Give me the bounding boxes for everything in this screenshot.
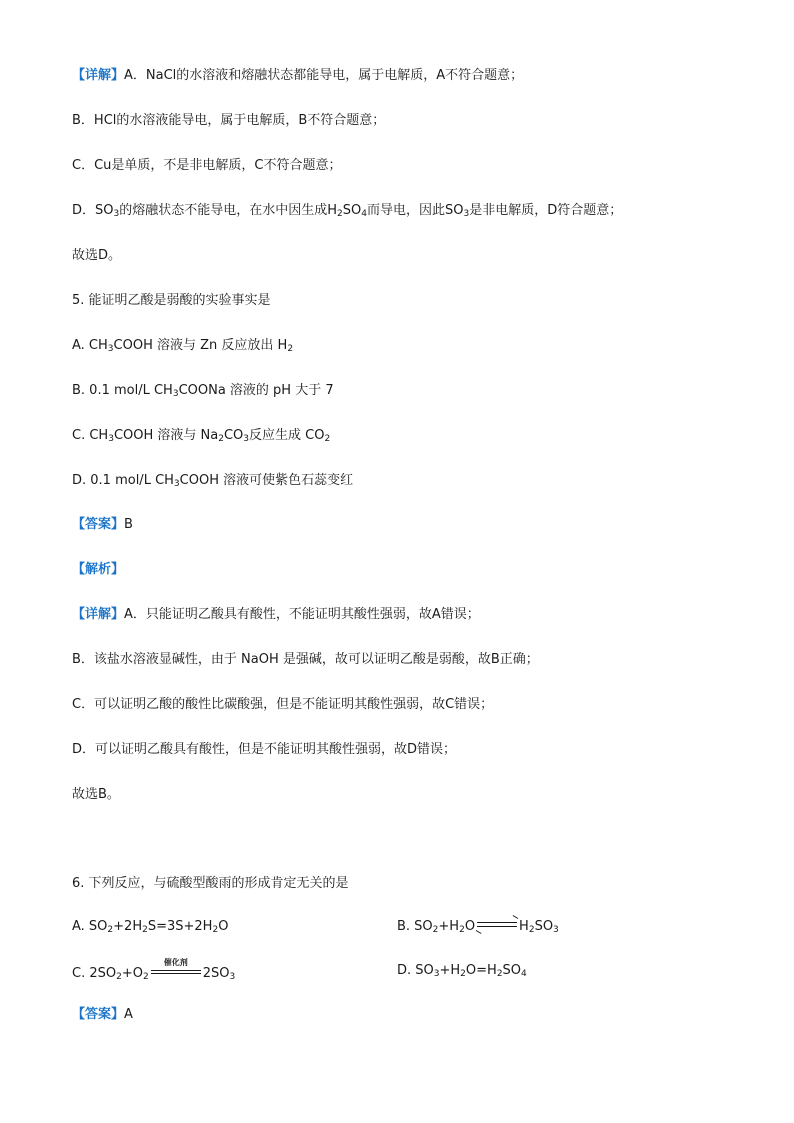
q6-stem: 6. 下列反应，与硫酸型酸雨的形成肯定无关的是 <box>72 876 349 891</box>
q4-conclusion: 故选D。 <box>72 248 122 263</box>
q4-detail-b: B．HCl的水溶液能导电，属于电解质，B不符合题意； <box>72 113 386 128</box>
q5-answer <box>72 516 133 534</box>
q5-conclusion: 故选B。 <box>72 787 120 802</box>
q5-stem: 5. 能证明乙酸是弱酸的实验事实是 <box>72 293 271 308</box>
q6-answer <box>72 1006 133 1024</box>
q4-detail-d: D．$SO_3$的熔融状态不能导电，在水中因生成$H_2SO_4$而导电，因此$SO_3$是非电解质，D符合题意； <box>72 203 623 219</box>
answer-value: B <box>124 517 133 532</box>
q4-detail-a: 【详解】A．NaCl的水溶液和熔融状态都能导电，属于电解质，A不符合题意； <box>72 68 524 83</box>
q6-option-a: A. $SO_2+2H_2S=3S+2H_2O$ <box>72 919 229 935</box>
catalyst-label: 催化剂 <box>163 958 188 967</box>
q6-option-c: C. $2SO_2+O_2$ 催化剂 $2SO_3$ <box>72 958 236 982</box>
q5-option-b: B. 0.1 mol/L $CH_3COONa$ 溶液的 pH 大于 7 <box>72 383 334 399</box>
detail-tag: 【详解】 <box>72 68 125 83</box>
detail-tag: 【详解】 <box>72 607 125 622</box>
reversible-arrow-icon <box>477 919 517 929</box>
q6-option-b: B. $SO_2+H_2O$ $H_2SO_3$ <box>397 918 559 939</box>
answer-tag: 【答案】 <box>72 1007 125 1022</box>
q5-analysis <box>72 561 124 579</box>
q6-option-d: D. $SO_3+H_2O=H_2SO_4$ <box>397 963 527 979</box>
q4-detail-c: C．Cu是单质，不是非电解质，C不符合题意； <box>72 158 342 173</box>
answer-tag: 【答案】 <box>72 517 125 532</box>
q5-detail-a: 【详解】A．只能证明乙酸具有酸性，不能证明其酸性强弱，故A错误； <box>72 607 480 622</box>
q5-detail-d: D．可以证明乙酸具有酸性，但是不能证明其酸性强弱，故D错误； <box>72 742 457 757</box>
q5-option-c: C. $CH_3COOH$ 溶液与 $Na_2CO_3$反应生成 $CO_2$ <box>72 428 331 444</box>
q5-option-a: A. $CH_3COOH$ 溶液与 Zn 反应放出 $H_2$ <box>72 338 294 354</box>
q5-detail-b: B．该盐水溶液显碱性，由于 NaOH 是强碱，故可以证明乙酸是弱酸，故B正确； <box>72 652 539 667</box>
q5-detail-c: C．可以证明乙酸的酸性比碳酸强，但是不能证明其酸性强弱，故C错误； <box>72 697 494 712</box>
analysis-tag: 【解析】 <box>72 562 125 577</box>
answer-value: A <box>124 1007 133 1022</box>
q5-option-d: D. 0.1 mol/L $CH_3COOH$ 溶液可使紫色石蕊变红 <box>72 473 354 489</box>
catalyst-equilibrium-arrow <box>151 958 201 980</box>
